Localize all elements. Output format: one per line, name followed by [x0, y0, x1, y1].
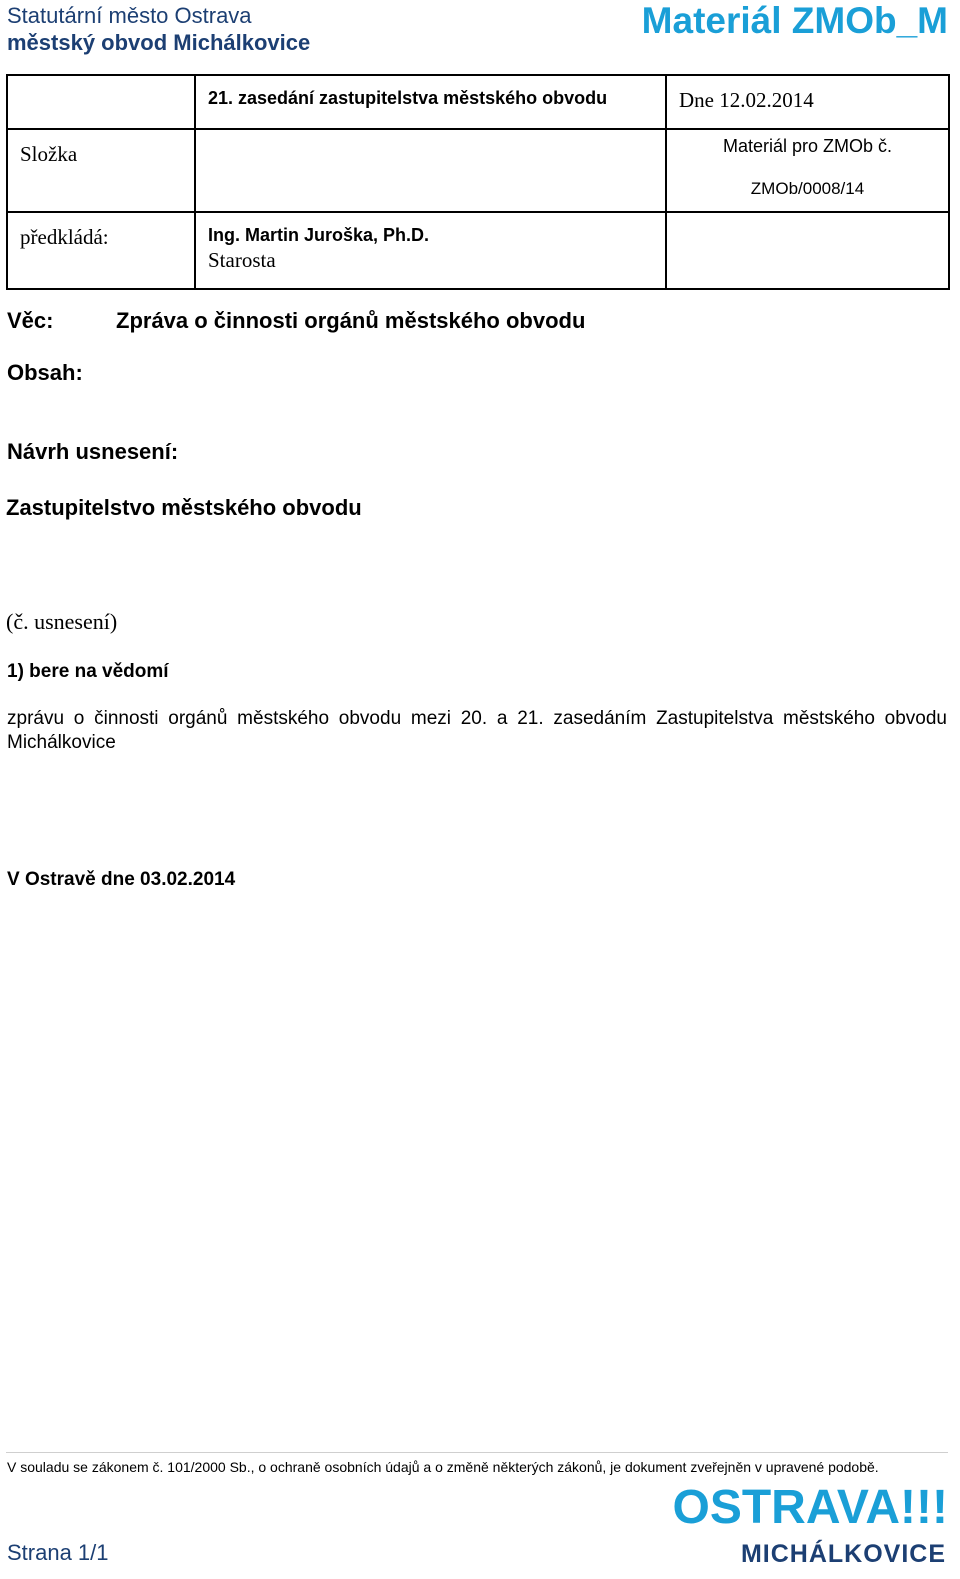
meta-table — [6, 74, 950, 290]
privacy-note: V souladu se zákonem č. 101/2000 Sb., o ochraně osobních údajů a o změně některých zákonů, je dokument zveřejněn v upravené podobě. — [7, 1459, 879, 1475]
slozka-label: Složka — [7, 129, 195, 212]
council-heading: Zastupitelstvo městského obvodu — [6, 495, 362, 520]
resolution-point-1: 1) bere na vědomí — [7, 661, 169, 682]
footer-divider — [6, 1452, 948, 1453]
meeting-title: 21. zasedání zastupitelstva městského obvodu — [195, 75, 666, 129]
resolution-point-1-text: zprávu o činnosti orgánů městského obvodu mezi 20. a 21. zasedáním Zastupitelstva městského obvodu Michálkovice — [7, 708, 947, 753]
slozka-value — [195, 129, 666, 212]
content-label: Obsah: — [7, 360, 83, 385]
material-cell — [666, 129, 949, 212]
header-district: městský obvod Michálkovice — [7, 30, 311, 55]
material-number: ZMOb/0008/14 — [750, 179, 865, 198]
meta-empty-cell — [7, 75, 195, 129]
resolution-number: (č. usnesení) — [6, 609, 118, 634]
author-cell — [195, 212, 666, 289]
author-name: Ing. Martin Juroška, Ph.D. — [208, 225, 430, 245]
meta-empty-cell-2 — [666, 212, 949, 289]
resolution-draft-heading: Návrh usnesení: — [7, 439, 179, 464]
page-number: Strana 1/1 — [7, 1540, 109, 1565]
logo-michalkovice-text: MICHÁLKOVICE — [740, 1540, 946, 1568]
header-city: Statutární město Ostrava — [7, 3, 252, 28]
author-role: Starosta — [208, 248, 276, 272]
place-date: V Ostravě dne 03.02.2014 — [7, 869, 236, 890]
subject-value: Zpráva o činnosti orgánů městského obvodu — [116, 308, 586, 333]
subject-label: Věc: — [7, 308, 54, 333]
material-title: Materiál ZMOb_M — [641, 0, 948, 41]
logo-ostrava-text: OSTRAVA!!! — [672, 1481, 948, 1534]
ostrava-michalkovice-logo — [642, 1481, 948, 1574]
meeting-date: Dne 12.02.2014 — [666, 75, 949, 129]
material-label: Materiál pro ZMOb č. — [722, 136, 893, 156]
predklada-label: předkládá: — [7, 212, 195, 289]
